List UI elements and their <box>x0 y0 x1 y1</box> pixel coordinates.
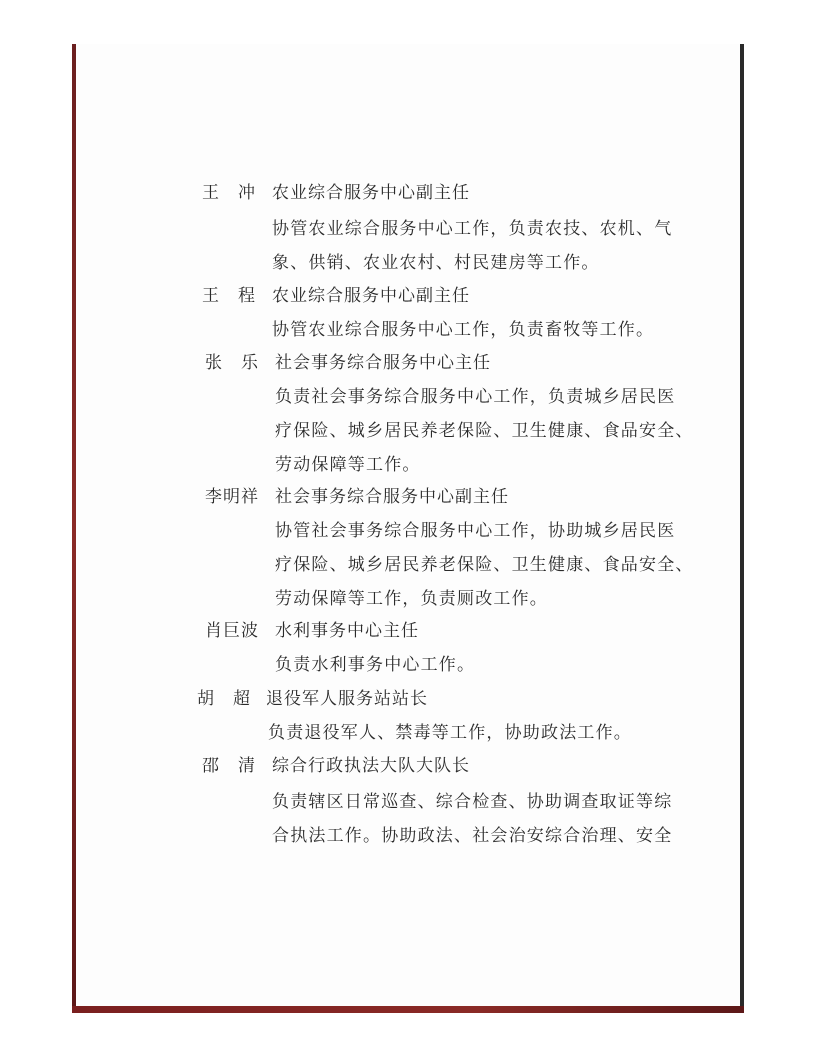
duty-line: 负责退役军人、禁毒等工作，协助政法工作。 <box>268 723 632 743</box>
duty-line: 负责辖区日常巡查、综合检查、协助调查取证等综 <box>272 792 673 812</box>
staff-title: 退役军人服务站站长 <box>266 689 428 709</box>
staff-title: 综合行政执法大队大队长 <box>272 756 470 776</box>
duty-line: 疗保险、城乡居民养老保险、卫生健康、食品安全、 <box>275 421 694 441</box>
duty-line: 负责社会事务综合服务中心工作，负责城乡居民医 <box>275 387 676 407</box>
duty-line: 协管社会事务综合服务中心工作，协助城乡居民医 <box>275 521 676 541</box>
staff-name: 张 乐 <box>205 353 259 373</box>
staff-name: 邵 清 <box>202 756 256 776</box>
duty-line: 象、供销、农业农村、村民建房等工作。 <box>272 253 600 273</box>
staff-name: 李明祥 <box>205 487 259 507</box>
staff-title: 农业综合服务中心副主任 <box>272 286 470 306</box>
binding-edge-bottom <box>72 1006 744 1013</box>
staff-title: 社会事务综合服务中心副主任 <box>275 487 509 507</box>
staff-title: 社会事务综合服务中心主任 <box>275 353 491 373</box>
staff-name: 王 冲 <box>202 183 256 203</box>
duty-line: 负责水利事务中心工作。 <box>275 655 476 675</box>
duty-line: 协管农业综合服务中心工作，负责畜牧等工作。 <box>272 320 655 340</box>
staff-name: 肖巨波 <box>205 621 259 641</box>
staff-name: 胡 超 <box>197 689 251 709</box>
binding-edge-right <box>740 44 744 1012</box>
duty-line: 劳动保障等工作。 <box>275 455 421 475</box>
staff-title: 水利事务中心主任 <box>275 621 419 641</box>
staff-name: 王 程 <box>202 286 256 306</box>
duty-line: 疗保险、城乡居民养老保险、卫生健康、食品安全、 <box>275 555 694 575</box>
binding-edge-left <box>72 44 76 1012</box>
duty-line: 合执法工作。协助政法、社会治安综合治理、安全 <box>272 826 673 846</box>
staff-title: 农业综合服务中心副主任 <box>272 183 470 203</box>
duty-line: 协管农业综合服务中心工作，负责农技、农机、气 <box>272 219 673 239</box>
duty-line: 劳动保障等工作，负责厕改工作。 <box>275 589 548 609</box>
